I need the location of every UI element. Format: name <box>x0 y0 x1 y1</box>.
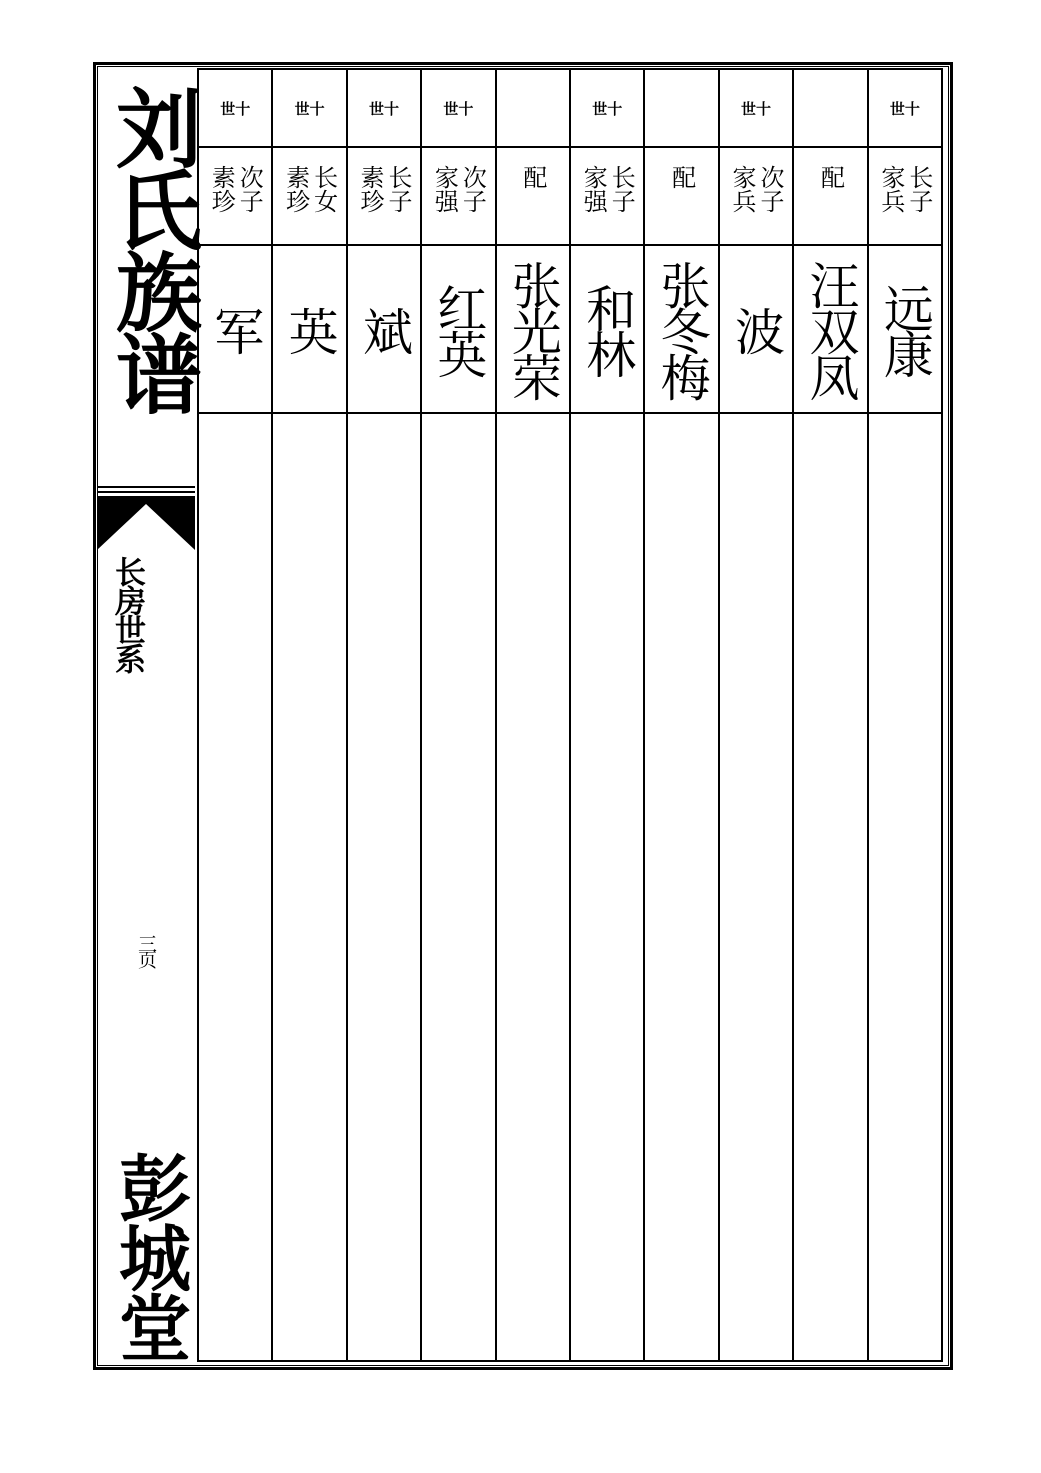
hall-name: 彭城堂 <box>107 1151 192 1361</box>
name-cell <box>348 246 420 414</box>
relation-text: 次子 家强 <box>430 165 487 213</box>
relation-text: 次子 素珍 <box>207 165 264 213</box>
person-name: 军 <box>206 306 265 352</box>
divider-rule <box>97 491 195 493</box>
grid-column <box>497 70 571 1360</box>
name-cell <box>422 246 494 414</box>
relation-text: 长女 素珍 <box>281 165 338 213</box>
relation-cell <box>869 148 941 246</box>
generation-cell: 世十 <box>199 70 271 148</box>
empty-cell <box>348 414 420 1360</box>
name-cell <box>497 246 569 414</box>
relation-cell <box>422 148 494 246</box>
person-name: 张光荣 <box>503 260 562 398</box>
generation-cell: 世十 <box>422 70 494 148</box>
generation-cell: 世十 <box>348 70 420 148</box>
relation-cell <box>273 148 345 246</box>
person-name: 远康 <box>875 283 934 375</box>
relation-text: 长子 家强 <box>579 165 636 213</box>
generation-cell <box>794 70 866 148</box>
relation-cell <box>645 148 717 246</box>
relation-text: 配 <box>518 165 547 189</box>
relation-text: 长子 素珍 <box>356 165 413 213</box>
grid-column <box>720 70 794 1360</box>
generation-cell <box>497 70 569 148</box>
person-name: 汪双凤 <box>801 260 860 398</box>
empty-cell <box>645 414 717 1360</box>
generation-cell: 世十 <box>273 70 345 148</box>
name-cell <box>199 246 271 414</box>
relation-cell <box>497 148 569 246</box>
book-title: 刘氏族谱 <box>101 84 202 412</box>
genealogy-grid <box>197 68 943 1362</box>
grid-column <box>645 70 719 1360</box>
person-name: 英 <box>280 306 339 352</box>
relation-text: 配 <box>667 165 696 189</box>
person-name: 斌 <box>355 306 414 352</box>
generation-cell: 世十 <box>869 70 941 148</box>
grid-column <box>869 70 941 1360</box>
generation-cell: 世十 <box>571 70 643 148</box>
person-name: 红英 <box>429 283 488 375</box>
name-cell <box>720 246 792 414</box>
relation-cell <box>794 148 866 246</box>
empty-cell <box>869 414 941 1360</box>
relation-cell <box>199 148 271 246</box>
black-wedge-ornament <box>97 498 195 550</box>
name-cell <box>273 246 345 414</box>
grid-column <box>348 70 422 1360</box>
empty-cell <box>422 414 494 1360</box>
relation-cell <box>720 148 792 246</box>
generation-cell: 世十 <box>720 70 792 148</box>
name-cell <box>869 246 941 414</box>
relation-cell <box>348 148 420 246</box>
empty-cell <box>794 414 866 1360</box>
empty-cell <box>273 414 345 1360</box>
title-band <box>97 66 202 1366</box>
page-number: 三页 <box>135 934 157 966</box>
empty-cell <box>571 414 643 1360</box>
divider-rule <box>97 486 195 488</box>
grid-column <box>199 70 273 1360</box>
person-name: 张冬梅 <box>652 260 711 398</box>
name-cell <box>571 246 643 414</box>
name-cell <box>794 246 866 414</box>
relation-text: 长子 家兵 <box>876 165 933 213</box>
grid-column <box>422 70 496 1360</box>
grid-column <box>273 70 347 1360</box>
relation-text: 配 <box>816 165 845 189</box>
empty-cell <box>199 414 271 1360</box>
relation-cell <box>571 148 643 246</box>
empty-cell <box>497 414 569 1360</box>
generation-cell <box>645 70 717 148</box>
empty-cell <box>720 414 792 1360</box>
branch-label: 长房世系 <box>109 556 145 672</box>
grid-column <box>571 70 645 1360</box>
person-name: 和林 <box>578 283 637 375</box>
person-name: 波 <box>727 306 786 352</box>
relation-text: 次子 家兵 <box>728 165 785 213</box>
name-cell <box>645 246 717 414</box>
grid-column <box>794 70 868 1360</box>
